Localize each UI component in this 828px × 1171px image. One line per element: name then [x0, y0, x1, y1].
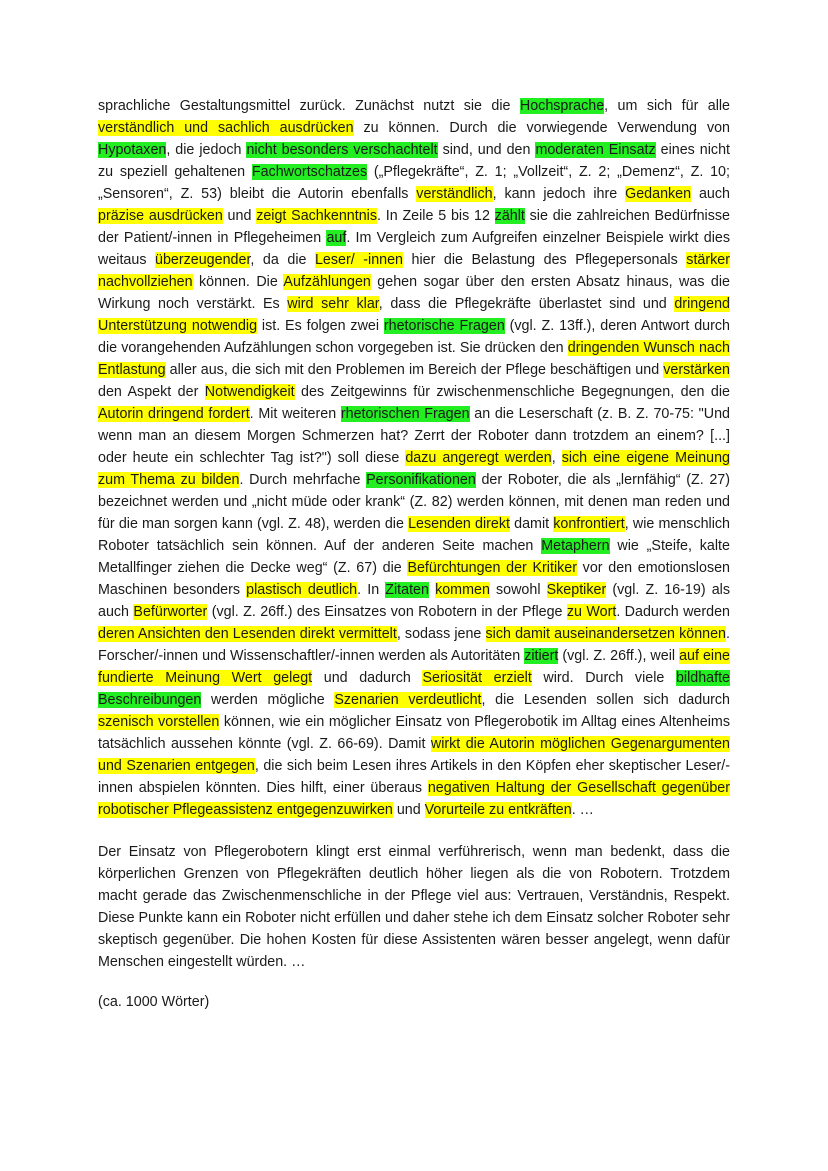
- highlight-yellow: negativen Haltung der Gesellschaft gegenüber robotischer Pflegeassistenz entgegenzuwirken: [98, 780, 731, 818]
- text-segment: werden mögliche: [201, 692, 335, 708]
- text-segment: auch: [691, 186, 730, 202]
- analysis-paragraph-highlighted: [98, 95, 730, 821]
- highlight-yellow: verständlich: [416, 186, 493, 202]
- text-segment: . Forscher/-innen und Wissenschaftler/-innen werden als Autoritäten: [98, 626, 730, 664]
- text-segment: . Im Vergleich zum Aufgreifen einzelner Beispiele wirkt dies weitaus: [98, 230, 730, 268]
- highlight-yellow: Aufzählungen: [283, 274, 371, 290]
- highlight-yellow: szenisch vorstellen: [98, 714, 220, 730]
- text-segment: wird. Durch viele: [531, 670, 676, 686]
- highlight-yellow: Befürworter: [133, 604, 208, 620]
- highlight-green: nicht besonders verschachtelt: [246, 142, 438, 158]
- text-segment: . In Zeile 5 bis 12: [377, 208, 495, 224]
- text-segment: sprachliche Gestaltungsmittel zurück. Zunächst nutzt sie die: [98, 98, 520, 114]
- highlight-yellow: Leser/ -innen: [314, 252, 403, 268]
- highlight-yellow: Seriosität erzielt: [422, 670, 532, 686]
- text-segment: (vgl. Z. 16-19) als auch: [98, 582, 730, 620]
- text-segment: und: [222, 208, 257, 224]
- text-segment: wie „Steife, kalte Metallfinger ziehen die Decke weg“ (Z. 67) die: [98, 538, 730, 576]
- text-segment: , kann jedoch ihre: [492, 186, 626, 202]
- text-segment: können. Die: [192, 274, 284, 290]
- highlight-yellow: kommen: [435, 582, 490, 598]
- text-segment: , dass die Pflegekräfte überlastet sind und: [378, 296, 675, 312]
- highlight-yellow: verstärken: [663, 362, 730, 378]
- text-segment: sind, und den: [437, 142, 536, 158]
- text-segment: , um sich für alle: [604, 98, 731, 114]
- highlight-yellow: wird sehr klar: [287, 296, 379, 312]
- highlight-yellow: sich damit auseinandersetzen können: [485, 626, 727, 642]
- text-segment: sie die zahlreichen Bedürfnisse der Patient/-innen in Pflegeheimen: [98, 208, 730, 246]
- highlight-yellow: deren Ansichten den Lesenden direkt vermittelt: [98, 626, 397, 642]
- highlight-yellow: präzise ausdrücken: [98, 208, 223, 224]
- highlight-yellow: Gedanken: [625, 186, 692, 202]
- highlight-yellow: konfrontiert: [553, 516, 625, 532]
- text-segment: hier die Belastung des Pflegepersonals: [403, 252, 687, 268]
- text-segment: eines nicht zu speziell gehaltenen: [98, 142, 730, 180]
- highlight-yellow: auf eine fundierte Meinung Wert gelegt: [98, 648, 730, 686]
- highlight-green: zählt: [494, 208, 525, 224]
- highlight-green: Metaphern: [541, 538, 610, 554]
- text-segment: damit: [509, 516, 554, 532]
- highlight-green: zitiert: [524, 648, 559, 664]
- highlight-yellow: dazu angeregt werden: [405, 450, 552, 466]
- text-segment: ,: [551, 450, 562, 466]
- highlight-yellow: verständlich und sachlich ausdrücken: [98, 120, 354, 136]
- highlight-yellow: wirkt die Autorin möglichen Gegenargumenten und Szenarien entgegen: [98, 736, 730, 774]
- word-count-note: (ca. 1000 Wörter): [98, 994, 210, 1010]
- text-segment: sowohl: [489, 582, 547, 598]
- highlight-yellow: Szenarien verdeutlicht: [334, 692, 482, 708]
- highlight-green: Fachwortschatzes: [251, 164, 368, 180]
- text-segment: und: [392, 802, 425, 818]
- highlight-yellow: Skeptiker: [546, 582, 607, 598]
- text-segment: . In: [357, 582, 386, 598]
- text-segment: , sodass jene: [396, 626, 486, 642]
- highlight-green: bildhafte Beschreibungen: [98, 670, 730, 708]
- highlight-yellow: Notwendigkeit: [204, 384, 295, 400]
- text-segment: . Mit weiteren: [249, 406, 341, 422]
- highlight-green: auf: [326, 230, 347, 246]
- highlight-yellow: Lesenden direkt: [408, 516, 510, 532]
- highlight-green: Hypotaxen: [98, 142, 167, 158]
- highlight-yellow: sich eine eigene Meinung zum Thema zu bilden: [98, 450, 730, 488]
- text-segment: , wie menschlich Roboter tatsächlich sein können. Auf der anderen Seite machen: [98, 516, 730, 554]
- text-segment: . …: [571, 802, 594, 818]
- text-segment: der Roboter, die als „lernfähig“ (Z. 27) bezeichnet werden und „nicht müde oder krank“ (Z. 82) werden können, mit denen man reden und für die man sorgen kann (vgl. Z. 48), werden die: [98, 472, 730, 532]
- highlight-yellow: stärker nachvollziehen: [98, 252, 730, 290]
- highlight-green: Personifikationen: [366, 472, 476, 488]
- highlight-yellow: Vorurteile zu entkräften: [424, 802, 572, 818]
- text-segment: den Aspekt der: [98, 384, 205, 400]
- text-segment: vor den emotionslosen Maschinen besonders: [98, 560, 730, 598]
- text-segment: und dadurch: [312, 670, 423, 686]
- highlight-yellow: dringend Unterstützung notwendig: [98, 296, 731, 334]
- opinion-paragraph: Der Einsatz von Pflegerobotern klingt erst einmal verführerisch, wenn man bedenkt, dass die körperlichen Grenzen von Pflegekräften deutlich höher liegen als die von Robotern. Trotzdem macht gerade das Zwischenmenschliche in der Pflege viel aus: Vertrauen, Verständnis, Respekt. Diese Punkte kann ein Roboter nicht erfüllen und daher stehe ich dem Einsatz solcher Roboter sehr skeptisch gegenüber. Die hohen Kosten für diese Assistenten wären besser angelegt, wenn dafür Menschen eingestellt würden. …: [98, 844, 730, 970]
- text-segment: , die Lesenden sollen sich dadurch: [481, 692, 731, 708]
- text-segment: (vgl. Z. 26ff.), weil: [558, 648, 680, 664]
- highlight-yellow: Befürchtungen der Kritiker: [407, 560, 577, 576]
- highlight-yellow: Autorin dringend fordert: [98, 406, 250, 422]
- text-segment: ist. Es folgen zwei: [257, 318, 384, 334]
- text-segment: , die jedoch: [166, 142, 247, 158]
- text-segment: . Dadurch werden: [616, 604, 730, 620]
- highlight-yellow: zeigt Sachkenntnis: [256, 208, 377, 224]
- text-segment: aller aus, die sich mit den Problemen im Bereich der Pflege beschäftigen und: [165, 362, 664, 378]
- text-segment: (vgl. Z. 13ff.), deren Antwort durch die vorangehenden Aufzählungen schon vorgegeben ist. Sie drücken den: [98, 318, 730, 356]
- highlight-yellow: überzeugender: [155, 252, 251, 268]
- highlight-green: Zitaten: [385, 582, 429, 598]
- text-segment: („Pflegekräfte“, Z. 1; „Vollzeit“, Z. 2; „Demenz“, Z. 10; „Sensoren“, Z. 53) bleibt die Autorin ebenfalls: [98, 164, 730, 202]
- highlight-yellow: plastisch deutlich: [246, 582, 358, 598]
- text-segment: gehen sogar über den ersten Absatz hinaus, was die Wirkung noch verstärkt. Es: [98, 274, 730, 312]
- text-segment: (vgl. Z. 26ff.) des Einsatzes von Robotern in der Pflege: [207, 604, 567, 620]
- highlight-green: moderaten Einsatz: [535, 142, 656, 158]
- text-segment: können, wie ein möglicher Einsatz von Pflegerobotik im Alltag eines Altenheims tatsächlich aussehen könnte (vgl. Z. 66-69). Damit: [98, 714, 730, 752]
- highlight-green: rhetorischen Fragen: [340, 406, 470, 422]
- highlight-green: Hochsprache: [519, 98, 605, 114]
- text-segment: , die sich beim Lesen ihres Artikels in den Köpfen eher skeptischer Leser/-innen abspielen könnten. Dies hilft, einer überaus: [98, 758, 730, 796]
- text-segment: an die Leserschaft (z. B. Z. 70-75: "Und wenn man an diesem Morgen Schmerzen hat? Zerrt der Roboter dann trotzdem an einem? [...] oder heute ein schlechter Tag ist?") soll diese: [98, 406, 730, 466]
- text-segment: . Durch mehrfache: [239, 472, 367, 488]
- text-segment: , da die: [250, 252, 315, 268]
- highlight-yellow: dringenden Wunsch nach Entlastung: [98, 340, 730, 378]
- text-segment: zu können. Durch die vorwiegende Verwendung von: [353, 120, 731, 136]
- text-segment: des Zeitgewinns für zwischenmenschliche Begegnungen, den die: [294, 384, 731, 400]
- highlight-green: rhetorische Fragen: [383, 318, 505, 334]
- highlight-yellow: zu Wort: [566, 604, 617, 620]
